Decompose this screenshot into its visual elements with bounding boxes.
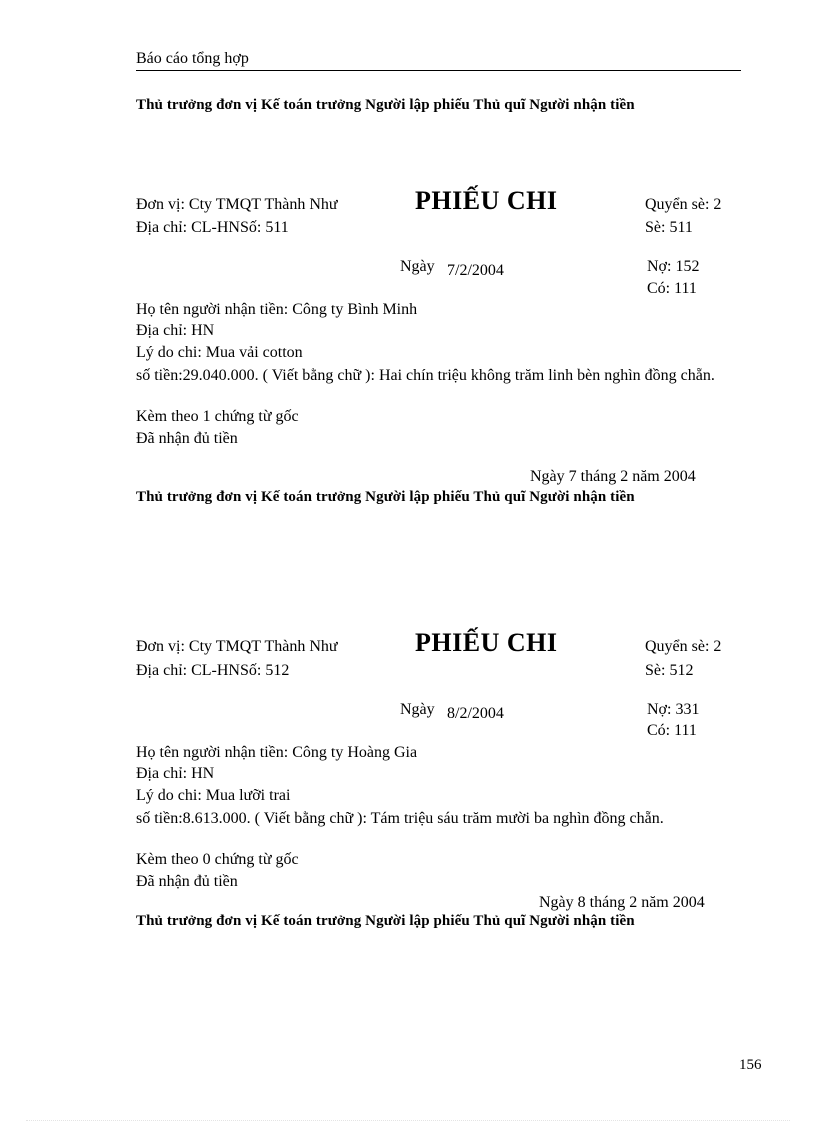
voucher-title: PHIẾU CHI [415,186,558,215]
voucher-signature-line: Thủ trưởng đơn vị Kế toán trưởng Người lập phiếu Thủ quĩ Người nhận tiền [136,489,635,505]
voucher-recipient-address: Địa chỉ: HN [136,765,215,782]
voucher-received: Đã nhận đủ tiền [136,873,238,890]
voucher-unit: Đơn vị: Cty TMQT Thành Như [136,638,338,655]
voucher-signature-line: Thủ trưởng đơn vị Kế toán trưởng Người lập phiếu Thủ quĩ Người nhận tiền [136,913,635,929]
voucher-reason: Lý do chi: Mua lưỡi trai [136,787,291,804]
voucher-attachments: Kèm theo 1 chứng từ gốc [136,408,299,425]
voucher-address: Địa chỉ: CL-HNSố: 512 [136,662,290,679]
voucher-date-value: 7/2/2004 [447,262,504,279]
page-number: 156 [739,1057,762,1073]
voucher-amount: số tiền:8.613.000. ( Viết bằng chữ ): Tám triệu sáu trăm mười ba nghìn đồng chẵn. [136,810,664,827]
voucher-sign-date: Ngày 8 tháng 2 năm 2004 [539,894,705,911]
voucher-date-value: 8/2/2004 [447,705,504,722]
voucher-credit: Có: 111 [647,280,697,297]
report-header-title: Báo cáo tổng hợp [136,50,249,67]
voucher-address: Địa chỉ: CL-HNSố: 511 [136,219,289,236]
page-bottom-divider [26,1120,790,1121]
voucher-reason: Lý do chi: Mua vải cotton [136,344,303,361]
voucher-date-label: Ngày [400,701,435,718]
voucher-attachments: Kèm theo 0 chứng từ gốc [136,851,299,868]
voucher-debit: Nợ: 331 [647,701,700,718]
voucher-sign-date: Ngày 7 tháng 2 năm 2004 [530,468,696,485]
header-rule [136,70,741,71]
voucher-debit: Nợ: 152 [647,258,700,275]
voucher-date-label: Ngày [400,258,435,275]
voucher-amount: số tiền:29.040.000. ( Viết bằng chữ ): Hai chín triệu không trăm linh bèn nghìn đồng chẵn. [136,367,715,384]
voucher-book: Quyển sè: 2 [645,196,722,213]
voucher-recipient: Họ tên người nhận tiền: Công ty Bình Minh [136,301,418,318]
voucher-received: Đã nhận đủ tiền [136,430,238,447]
voucher-book: Quyển sè: 2 [645,638,722,655]
voucher-recipient-address: Địa chỉ: HN [136,322,215,339]
voucher-number: Sè: 512 [645,662,694,679]
signature-line-top: Thủ trưởng đơn vị Kế toán trưởng Người lập phiếu Thủ quĩ Người nhận tiền [136,97,635,113]
voucher-recipient: Họ tên người nhận tiền: Công ty Hoàng Gia [136,744,418,761]
voucher-number: Sè: 511 [645,219,693,236]
voucher-unit: Đơn vị: Cty TMQT Thành Như [136,196,338,213]
voucher-credit: Có: 111 [647,722,697,739]
voucher-title: PHIẾU CHI [415,628,558,657]
